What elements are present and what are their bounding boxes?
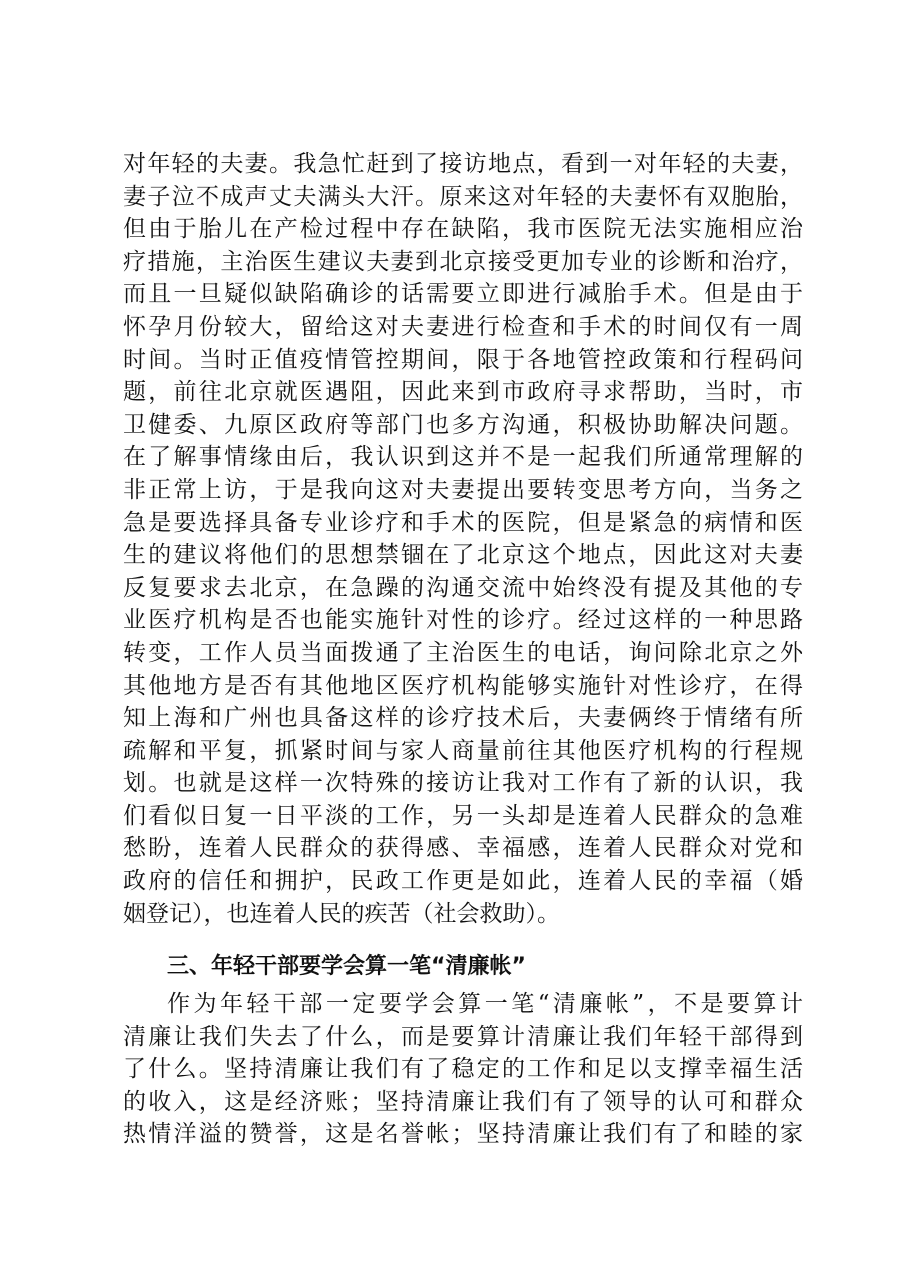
text-line: 题，前往北京就医遇阻，因此来到市政府寻求帮助，当时，市 [123, 379, 803, 406]
text-line: 生的建议将他们的思想禁锢在了北京这个地点，因此这对夫妻 [123, 542, 803, 569]
text-line: 反复要求去北京，在急躁的沟通交流中始终没有提及其他的专 [123, 574, 803, 601]
body-paragraph-1 [123, 148, 803, 930]
text-line: 们看似日复一日平淡的工作，另一头却是连着人民群众的急难 [123, 802, 803, 829]
text-line: 知上海和广州也具备这样的诊疗技术后，夫妻俩终于情绪有所 [123, 705, 803, 732]
text-line: 热情洋溢的赞誉，这是名誉帐；坚持清廉让我们有了和睦的家 [123, 1121, 803, 1148]
text-line: 急是要选择具备专业诊疗和手术的医院，但是紧急的病情和医 [123, 509, 803, 536]
text-line: 划。也就是这样一次特殊的接访让我对工作有了新的认识，我 [123, 770, 803, 797]
text-line: 对年轻的夫妻。我急忙赶到了接访地点，看到一对年轻的夫妻， [123, 151, 803, 177]
text-line: 业医疗机构是否也能实施针对性的诊疗。经过这样的一种思路 [123, 607, 803, 634]
text-line: 怀孕月份较大，留给这对夫妻进行检查和手术的时间仅有一周 [123, 313, 803, 340]
text-line: 在了解事情缘由后，我认识到这并不是一起我们所通常理解的 [123, 444, 803, 471]
text-line: 疗措施，主治医生建议夫妻到北京接受更加专业的诊断和治疗， [123, 248, 803, 275]
text-line: 其他地方是否有其他地区医疗机构能够实施针对性诊疗，在得 [123, 672, 803, 699]
text-line: 姻登记），也连着人民的疾苦（社会救助）。 [123, 900, 560, 927]
text-line: 政府的信任和拥护，民政工作更是如此，连着人民的幸福（婚 [123, 868, 803, 895]
text-line: 了什么。坚持清廉让我们有了稳定的工作和足以支撑幸福生活 [123, 1056, 803, 1083]
text-line: 卫健委、九原区政府等部门也多方沟通，积极协助解决问题。 [123, 411, 803, 438]
text-line: 转变，工作人员当面拨通了主治医生的电话，询问除北京之外 [123, 639, 803, 666]
text-line: 而且一旦疑似缺陷确诊的话需要立即进行减胎手术。但是由于 [123, 281, 803, 308]
text-line: 清廉让我们失去了什么，而是要算计清廉让我们年轻干部得到 [123, 1023, 803, 1050]
text-line: 的收入，这是经济账；坚持清廉让我们有了领导的认可和群众 [123, 1088, 803, 1115]
section-heading: 三、年轻干部要学会算一笔“清廉帐” [167, 954, 526, 979]
text-line: 非正常上访，于是我向这对夫妻提出要转变思考方向，当务之 [123, 476, 803, 503]
text-line: 但由于胎儿在产检过程中存在缺陷，我市医院无法实施相应治 [123, 216, 803, 243]
text-line: 妻子泣不成声丈夫满头大汗。原来这对年轻的夫妻怀有双胞胎， [123, 183, 803, 210]
text-line: 作为年轻干部一定要学会算一笔“清廉帐”，不是要算计 [167, 991, 803, 1017]
text-line: 疏解和平复，抓紧时间与家人商量前往其他医疗机构的行程规 [123, 737, 803, 764]
body-paragraph-2 [123, 988, 803, 1151]
text-line: 时间。当时正值疫情管控期间，限于各地管控政策和行程码问 [123, 346, 803, 373]
text-line: 愁盼，连着人民群众的获得感、幸福感，连着人民群众对党和 [123, 835, 803, 862]
